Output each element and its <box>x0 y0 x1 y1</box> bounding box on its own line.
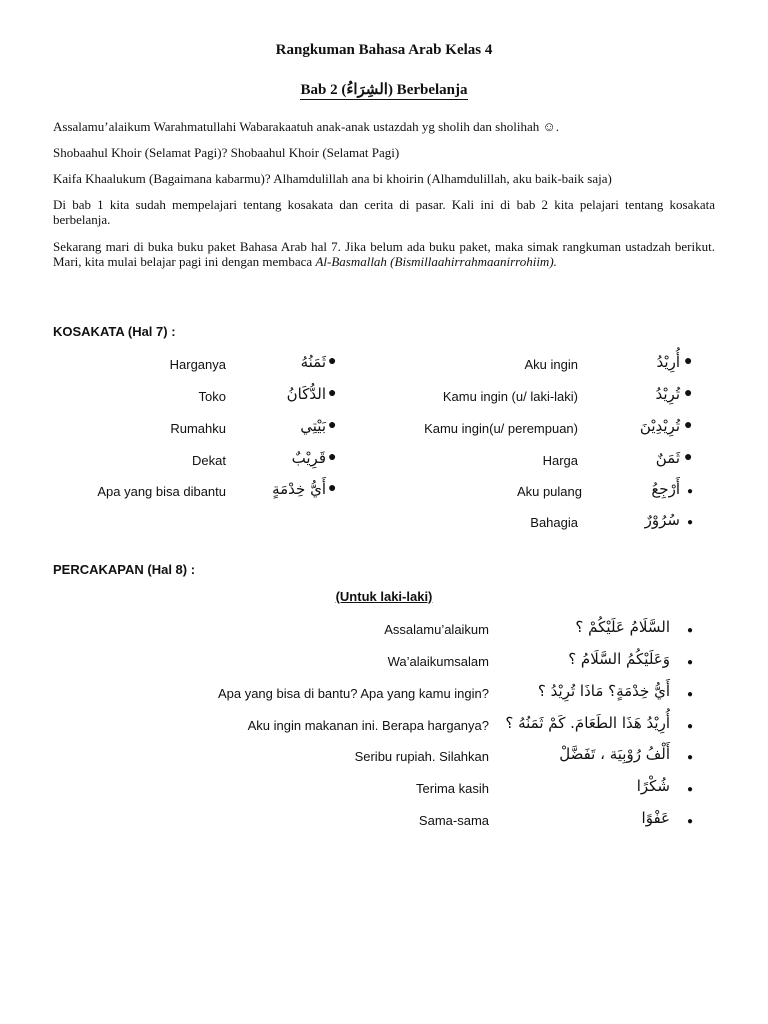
percakapan-heading: PERCAKAPAN (Hal 8) : <box>53 562 196 577</box>
bullet-icon: ● <box>328 418 337 433</box>
bullet-icon: ● <box>328 386 337 401</box>
bullet-icon: ● <box>687 657 694 668</box>
greeting-paragraph: Assalamu’alaikum Warahmatullahi Wabarakaatuh anak-anak ustazdah yg sholih dan sholihah ☺. <box>53 119 559 134</box>
vocab-label: Kamu ingin(u/ perempuan) <box>424 421 578 436</box>
bullet-icon: ● <box>684 354 693 369</box>
bullet-icon: ● <box>684 450 693 465</box>
vocab-label: Kamu ingin (u/ laki-laki) <box>442 389 578 404</box>
bullet-icon: ● <box>684 386 693 401</box>
bullet-icon: ● <box>687 752 694 763</box>
kosakata-heading: KOSAKATA (Hal 7) : <box>53 324 176 339</box>
dialog-arabic: وَعَلَيْكُمُ السَّلَامُ ؟ <box>568 650 670 668</box>
dialog-arabic: أَلْفُ رُوْبِيَة ، تَفَضَّلْ <box>559 745 670 763</box>
bullet-icon: ● <box>687 784 694 795</box>
vocab-arabic: أَرْجِعُ <box>651 480 680 498</box>
bullet-icon: ● <box>328 354 337 369</box>
instruction-text: Sekarang mari di buka buku paket Bahasa Arab hal 7. Jika belum ada buku paket, maka simak rangkuman ustadzah berikut. Mari, kita mulai belajar pagi ini dengan membaca <box>53 239 715 269</box>
dialog-label: Apa yang bisa di bantu? Apa yang kamu ingin? <box>217 686 489 701</box>
vocab-label: Toko <box>198 389 226 404</box>
vocab-arabic: أُرِيْدُ <box>656 353 680 371</box>
basmallah-text: Al-Basmallah (Bismillaahirrahmaanirrohiim). <box>315 254 557 269</box>
bullet-icon: ● <box>687 625 694 636</box>
bullet-icon: ● <box>687 689 694 700</box>
morning-greeting-paragraph: Shobaahul Khoir (Selamat Pagi)? Shobaahul Khoir (Selamat Pagi) <box>53 145 400 160</box>
bullet-icon: ● <box>684 418 693 433</box>
vocab-arabic: سُرُوْرٌ <box>644 511 680 529</box>
bullet-icon: ● <box>687 486 694 497</box>
vocab-label: Apa yang bisa dibantu <box>97 484 226 499</box>
dialog-label: Seribu rupiah. Silahkan <box>354 749 489 764</box>
vocab-label: Aku pulang <box>516 484 582 499</box>
document-title: Rangkuman Bahasa Arab Kelas 4 <box>275 42 493 58</box>
dialog-arabic: عَفْوًا <box>641 809 670 827</box>
chapter-title <box>0 80 768 99</box>
vocab-arabic: بَيْتِي <box>300 417 326 435</box>
bullet-icon: ● <box>328 481 337 496</box>
vocab-label: Harganya <box>169 357 226 372</box>
dialog-arabic: أَيُّ خِدْمَةٍ؟ مَاذَا تُرِيْدُ ؟ <box>537 682 670 700</box>
dialog-label: Aku ingin makanan ini. Berapa harganya? <box>247 718 489 733</box>
bullet-icon: ● <box>328 450 337 465</box>
dialog-arabic: شُكْرًا <box>636 777 670 795</box>
vocab-arabic: أَيُّ خِدْمَةٍ <box>272 480 326 498</box>
bullet-icon: ● <box>687 721 694 732</box>
vocab-label: Bahagia <box>530 515 578 530</box>
instruction-paragraph <box>53 239 715 269</box>
bullet-icon: ● <box>687 816 694 827</box>
dialog-label: Terima kasih <box>416 781 489 796</box>
percakapan-subheading: (Untuk laki-laki) <box>335 589 433 604</box>
vocab-label: Aku ingin <box>524 357 578 372</box>
vocab-arabic: ثَمَنُهُ <box>300 353 326 371</box>
vocab-arabic: تُرِيْدِيْنَ <box>639 417 680 435</box>
dialog-label: Wa’alaikumsalam <box>387 654 489 669</box>
chapter-title-text: Bab 2 (الشِرَاءُ) Berbelanja <box>300 82 468 98</box>
vocab-arabic: تُرِيْدُ <box>655 385 680 403</box>
vocab-label: Dekat <box>192 453 226 468</box>
vocab-label: Harga <box>542 453 578 468</box>
chapter-intro-paragraph: Di bab 1 kita sudah mempelajari tentang kosakata dan cerita di pasar. Kali ini di bab 2 kita pelajari tentang kosakata berbelanja. <box>53 197 715 227</box>
dialog-arabic: السَّلَامُ عَلَيْكُمْ ؟ <box>575 618 670 636</box>
vocab-arabic: ثَمَنٌ <box>655 449 680 467</box>
dialog-label: Sama-sama <box>418 813 489 828</box>
dialog-arabic: أُرِيْدُ هَذَا الطَعَامَ. كَمْ ثَمَنُهُ ؟ <box>505 714 670 732</box>
vocab-arabic: قَرِيْبٌ <box>291 449 326 467</box>
vocab-arabic: الدُّكَانُ <box>286 385 326 403</box>
vocab-label: Rumahku <box>170 421 226 436</box>
how-are-you-paragraph: Kaifa Khaalukum (Bagaimana kabarmu)? Alhamdulillah ana bi khoirin (Alhamdulillah, aku baik-baik saja) <box>53 171 612 186</box>
dialog-label: Assalamu’alaikum <box>384 622 489 637</box>
bullet-icon: ● <box>687 517 694 528</box>
